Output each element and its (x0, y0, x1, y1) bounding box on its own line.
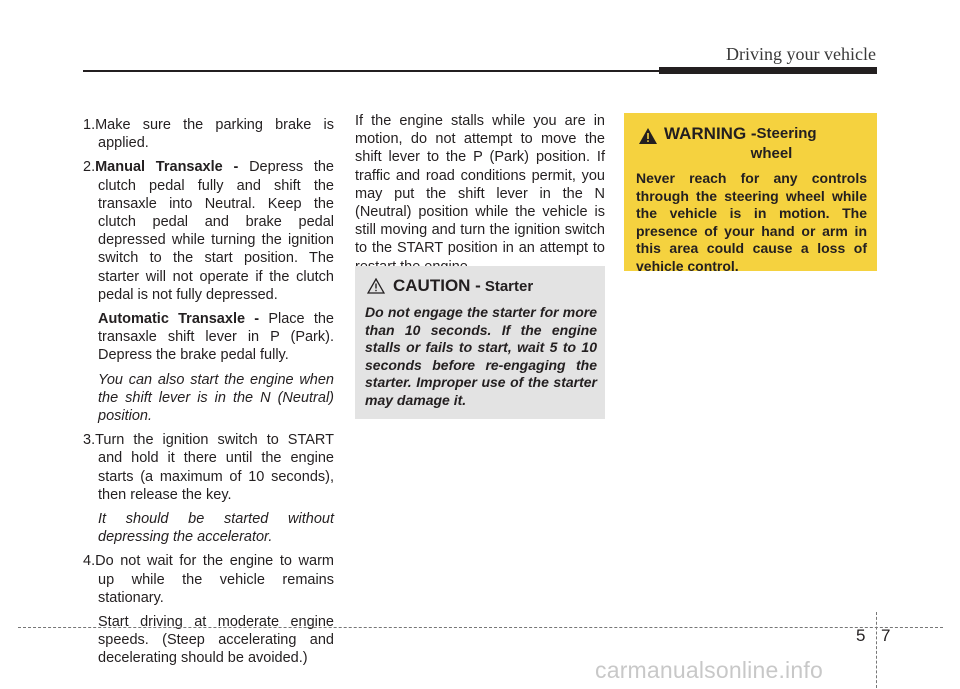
step-1: 1.Make sure the parking brake is applied. (83, 117, 334, 152)
warning-triangle-icon (638, 127, 658, 145)
warning-subject-line-1: Steering (756, 125, 817, 142)
page-number: 7 (881, 626, 891, 645)
caution-subject: Starter (484, 277, 534, 295)
step-3: 3.Turn the ignition switch to START and hold it there until the engine starts (a maximum of 10 seconds), then release the key. (83, 432, 334, 503)
header-rule-thick (659, 67, 877, 74)
chapter-number: 5 (856, 626, 866, 645)
automatic-transaxle-paragraph (83, 310, 334, 365)
left-column (83, 116, 334, 674)
warning-subject-line-2: wheel (750, 145, 793, 162)
warning-header (636, 125, 867, 145)
step-4-continued: Start driving at moderate engine speeds. (Steep accelerating and decelerating should be avoided.) (98, 614, 334, 667)
accelerator-note: It should be started without depressing the accelerator. (98, 511, 334, 546)
caution-header (367, 276, 597, 296)
manual-transaxle-label: Manual Transaxle - (95, 159, 250, 176)
stall-paragraph: If the engine stalls while you are in motion, do not attempt to move the shift lever to the P (Park) position. If traffic and road conditions permit, you may put the shift lever in the N (Neutral) position while the vehicle is still moving and turn the ignition switch to the START position in an attempt to (355, 113, 605, 257)
footer-rule (18, 627, 943, 628)
neutral-note: You can also start the engine when the shift lever is in the N (Neutral) position. (98, 371, 334, 425)
step-2 (83, 158, 334, 304)
caution-triangle-icon (367, 278, 385, 294)
caution-text: Do not engage the starter for more than 10 seconds. If the engine stalls or fails to start, wait 5 to 10 seconds before re-engaging the starter. Improper use of the starter may damage it. (365, 304, 597, 408)
caution-box (355, 266, 605, 419)
step-2-text: Depress the clutch pedal fully and shift the transaxle into Neutral. Keep the clutch pedal and brake pedal depressed while turning the ignition switch to the start position. The starter will not operate if the clutch pedal is not fully depressed. (98, 159, 334, 303)
warning-text: Never reach for any controls through the steering wheel while the vehicle is in motion. The presence of your hand or arm in this area could cause a loss of vehicle control. (636, 170, 867, 274)
page-number-divider (876, 612, 877, 688)
warning-title: WARNING - (664, 124, 757, 143)
section-title: Driving your vehicle (726, 44, 876, 64)
watermark: carmanualsonline.info (595, 657, 823, 683)
step-4: 4.Do not wait for the engine to warm up while the vehicle remains stationary. (83, 553, 334, 606)
caution-title: CAUTION - (393, 276, 481, 295)
automatic-transaxle-text: Place the transaxle shift lever in P (Park). Depress the brake pedal fully. (98, 311, 334, 364)
automatic-transaxle-label: Automatic Transaxle - (98, 311, 269, 328)
header-rule (83, 70, 659, 72)
warning-box (624, 113, 877, 274)
step-2-number: 2. (83, 159, 96, 176)
middle-column (355, 112, 605, 276)
